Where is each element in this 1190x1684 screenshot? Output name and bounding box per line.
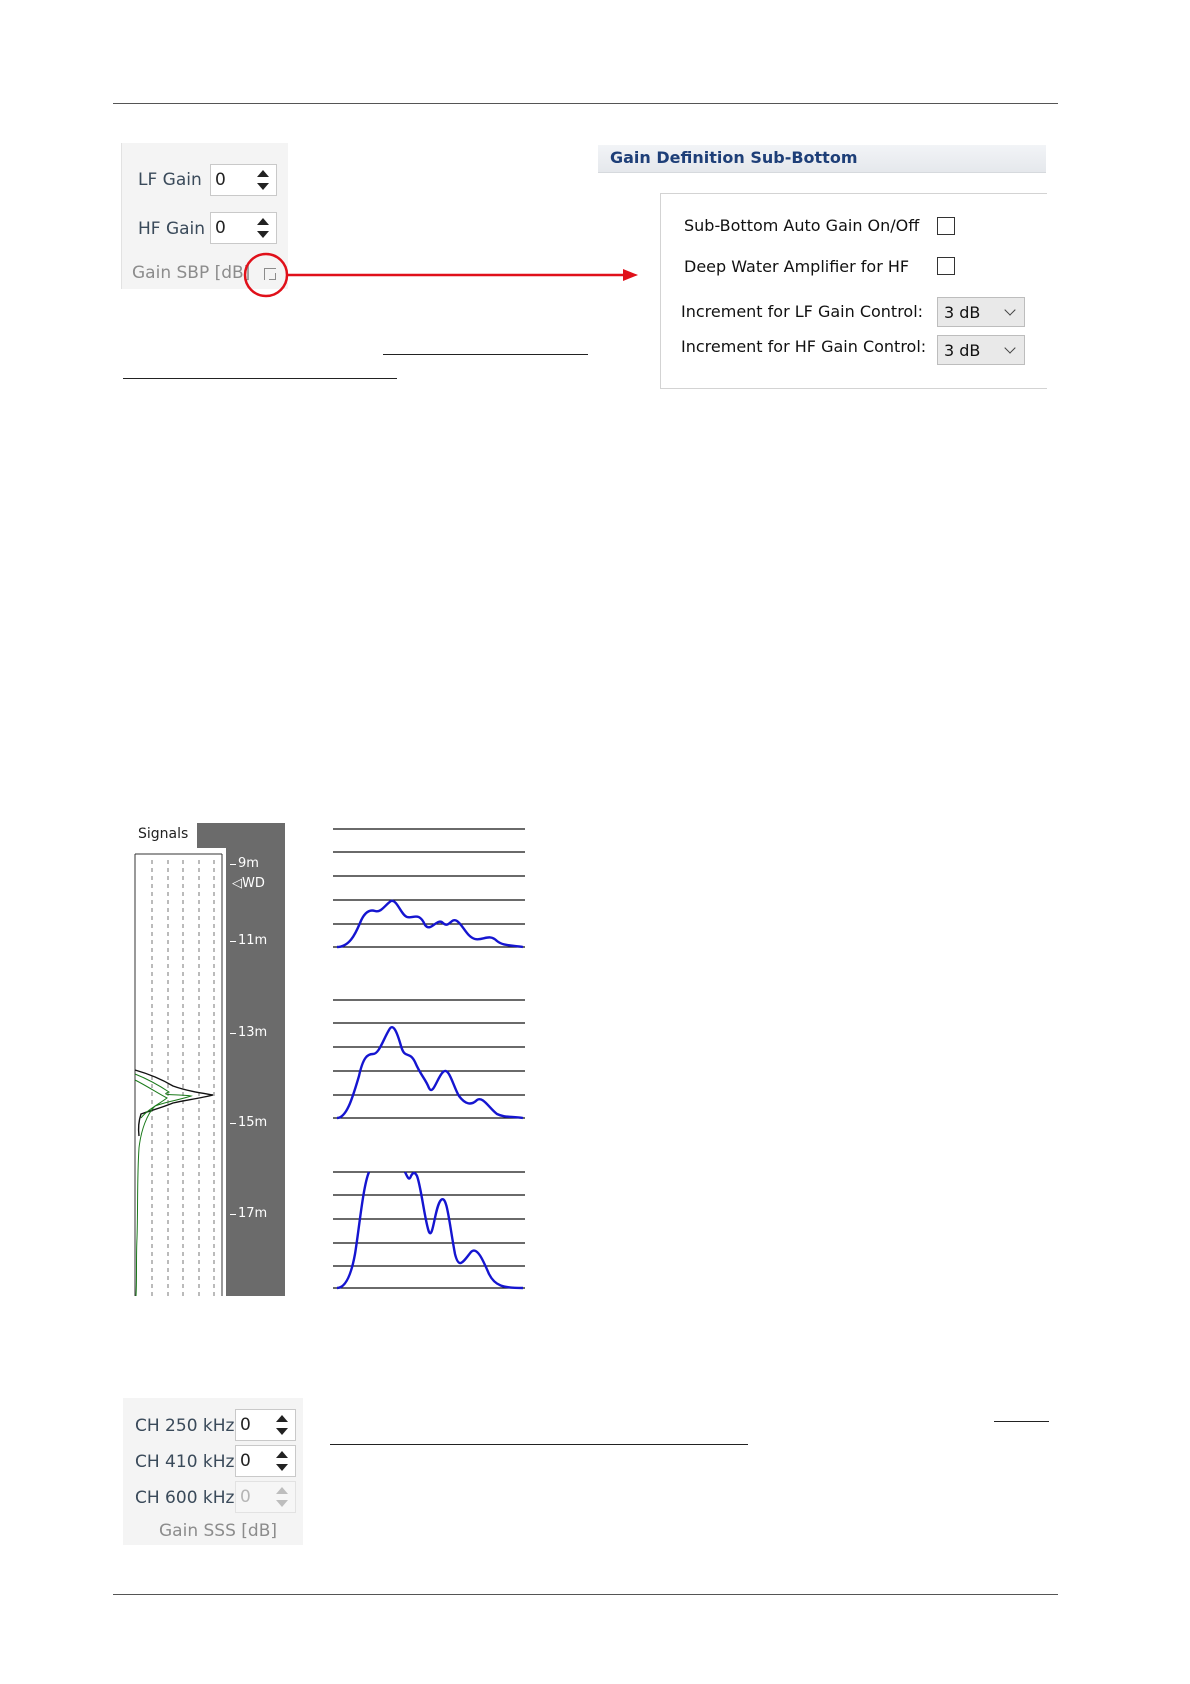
link-underline [383,354,588,355]
gain-sss-caption: Gain SSS [dB] [159,1521,277,1541]
depth-tick [230,1123,236,1124]
depth-label-11m: 11m [238,933,268,948]
chevron-down-icon [1004,342,1015,353]
spin-down-icon [273,1497,291,1510]
signal-trace [129,848,226,1296]
spin-down-icon[interactable] [273,1425,291,1438]
header-rule [113,103,1058,104]
spin-up-icon[interactable] [254,215,272,228]
spin-down-icon[interactable] [254,228,272,241]
lf-increment-label: Increment for LF Gain Control: [681,302,924,321]
signals-tab-label: Signals [138,826,189,842]
lf-gain-value[interactable]: 0 [215,170,226,190]
waveform-gain-high [333,1166,528,1291]
gain-dialog-body [660,193,1047,389]
gain-sss-panel [123,1398,303,1545]
gain-dialog-header [598,145,1046,173]
water-depth-marker: ◁WD [232,876,265,891]
chevron-down-icon [1004,304,1015,315]
deep-water-label: Deep Water Amplifier for HF [684,257,910,276]
auto-gain-label: Sub-Bottom Auto Gain On/Off [684,216,920,235]
arrow-head-icon [623,269,638,281]
signals-plot [129,848,226,1296]
hf-increment-value: 3 dB [944,341,981,360]
depth-tick [230,864,236,865]
ch600-spinner [235,1481,296,1513]
footer-rule [113,1594,1058,1595]
link-underline [994,1421,1049,1422]
spin-up-icon[interactable] [273,1412,291,1425]
highlight-circle [245,254,287,296]
ch410-value[interactable]: 0 [240,1451,251,1471]
auto-gain-checkbox[interactable] [937,217,955,235]
ch250-value[interactable]: 0 [240,1415,251,1435]
hf-gain-label: HF Gain [138,219,206,239]
hf-increment-label: Increment for HF Gain Control: [681,337,927,356]
spin-down-icon[interactable] [254,180,272,193]
ch250-label: CH 250 kHz [135,1416,235,1436]
deep-water-checkbox[interactable] [937,257,955,275]
hf-gain-value[interactable]: 0 [215,218,226,238]
gain-sbp-caption: Gain SBP [dB] [132,263,251,283]
hf-increment-dropdown[interactable] [937,335,1025,365]
spin-down-icon[interactable] [273,1461,291,1474]
ch600-value: 0 [240,1487,251,1507]
depth-label-15m: 15m [238,1115,268,1130]
ch410-spinner[interactable] [235,1445,296,1477]
lf-increment-dropdown[interactable] [937,297,1025,327]
gain-dialog-title: Gain Definition Sub-Bottom [610,148,858,167]
link-underline [330,1444,748,1445]
link-underline [123,378,397,379]
depth-label-17m: 17m [238,1206,268,1221]
lf-gain-label: LF Gain [138,170,202,190]
spin-up-icon[interactable] [273,1448,291,1461]
ch250-spinner[interactable] [235,1409,296,1441]
depth-label-13m: 13m [238,1025,268,1040]
lf-gain-spinner[interactable] [210,164,277,196]
spin-up-icon [273,1484,291,1497]
spin-up-icon[interactable] [254,167,272,180]
callout-arrow [240,250,640,300]
depth-tick [230,941,236,942]
signals-tab[interactable] [129,823,197,848]
depth-label-9m: 9m [238,856,259,871]
lf-increment-value: 3 dB [944,303,981,322]
waveform-gain-low [333,825,528,950]
depth-tick [230,1033,236,1034]
hf-gain-spinner[interactable] [210,212,277,244]
signals-panel [129,823,285,1296]
ch600-label: CH 600 kHz [135,1488,235,1508]
waveform-gain-mid [333,996,528,1121]
depth-tick [230,1214,236,1215]
ch410-label: CH 410 kHz [135,1452,235,1472]
